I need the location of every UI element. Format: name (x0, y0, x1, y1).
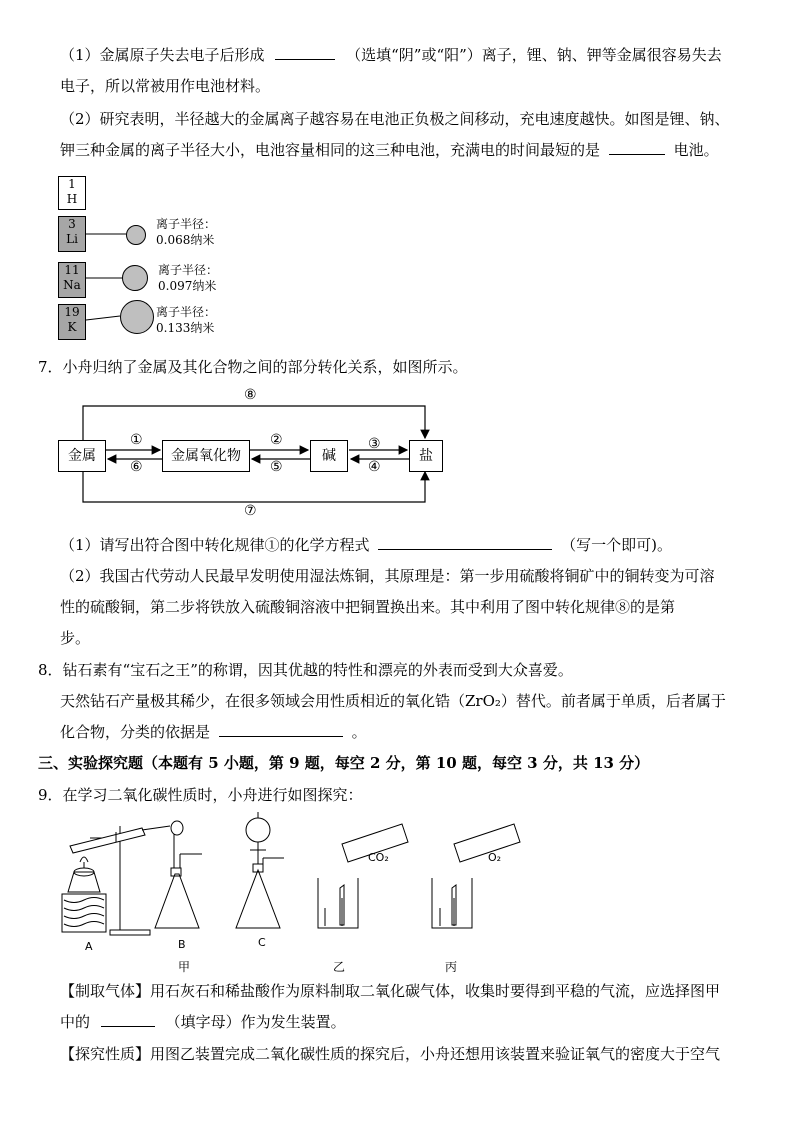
q8-line3 (60, 721, 367, 742)
q8-line2: 天然钻石产量极其稀少，在很多领域会用性质相近的氧化锆（ZrO₂）替代。前者属于单质，后者属于 (60, 692, 726, 710)
q8-line1: 8．钻石素有“宝石之王”的称谓，因其优越的特性和漂亮的外表而受到大众喜爱。 (38, 661, 573, 679)
gas-label-co2: CO₂ (368, 851, 389, 864)
mark-1: ① (130, 432, 143, 448)
box-salt: 盐 (409, 440, 443, 472)
answer-blank[interactable] (101, 1012, 155, 1027)
k-ion-circle (120, 300, 154, 334)
q6-part1-text-a: （1）金属原子失去电子后形成 (60, 46, 265, 64)
q9-text-c: （填字母）作为发生装置。 (165, 1013, 346, 1031)
q6-part1-text-b: （选填“阴”或“阳”）离子，锂、钠、钾等金属很容易失去 (346, 46, 722, 64)
radius-value: 0.133纳米 (156, 321, 215, 335)
na-radius-label (158, 262, 218, 294)
q7-part1-text-b: （写一个即可)。 (561, 536, 672, 554)
apparatus-label-a: A (85, 940, 93, 953)
k-radius-label (156, 304, 216, 336)
atomic-number: 3 (68, 217, 76, 231)
conversion-diagram-arrows (0, 380, 794, 520)
q9-part2-line1: 【探究性质】用图乙装置完成二氧化碳性质的探究后，小舟还想用该装置来验证氧气的密度大于空气 (60, 1045, 721, 1063)
figure-label-yi: 乙 (333, 960, 346, 974)
q8-text-d: 。 (351, 723, 367, 741)
figure-label-bing: 丙 (445, 960, 458, 974)
box-metal: 金属 (58, 440, 106, 472)
gas-label-o2: O₂ (488, 851, 502, 864)
q7-stem: 7．小舟归纳了金属及其化合物之间的部分转化关系，如图所示。 (38, 358, 468, 376)
q9-part1-line2 (60, 1011, 346, 1032)
atomic-number: 1 (68, 177, 76, 191)
radius-value: 0.068纳米 (156, 233, 215, 247)
element-symbol: Na (63, 278, 81, 292)
answer-blank[interactable] (219, 722, 343, 737)
mark-5: ⑤ (270, 459, 283, 475)
q6-part1-line2: 电子，所以常被用作电池材料。 (60, 77, 271, 95)
figure-label-jia: 甲 (178, 960, 191, 974)
answer-blank[interactable] (378, 535, 552, 550)
element-connector-lines (0, 0, 794, 400)
q6-part2-line1: （2）研究表明，半径越大的金属离子越容易在电池正负极之间移动，充电速度越快。如图是锂、钠、 (60, 110, 730, 128)
q7-part1-text-a: （1）请写出符合图中转化规律①的化学方程式 (60, 536, 370, 554)
q9-text-b: 中的 (60, 1013, 91, 1031)
element-symbol: Li (66, 232, 78, 246)
atomic-number: 11 (64, 263, 80, 277)
mark-4: ④ (368, 459, 381, 475)
mark-7: ⑦ (244, 503, 257, 519)
mark-6: ⑥ (130, 459, 143, 475)
apparatus-label-c: C (258, 936, 266, 949)
li-ion-circle (126, 225, 146, 245)
radius-value: 0.097纳米 (158, 279, 217, 293)
apparatus-figure (50, 808, 530, 948)
box-base: 碱 (310, 440, 348, 472)
na-ion-circle (122, 265, 148, 291)
radius-caption: 离子半径： (156, 217, 217, 231)
q9-part1-line1: 【制取气体】用石灰石和稀盐酸作为原料制取二氧化碳气体，收集时要得到平稳的气流，应选择图甲 (60, 982, 721, 1000)
q6-part2-text-b: 钾三种金属的离子半径大小，电池容量相同的这三种电池，充满电的时间最短的是 (60, 141, 601, 159)
mark-3: ③ (368, 436, 381, 452)
q9-stem: 9．在学习二氧化碳性质时，小舟进行如图探究： (38, 786, 363, 804)
atomic-number: 19 (64, 305, 80, 319)
mark-8: ⑧ (244, 387, 257, 403)
q7-part2-line2: 性的硫酸铜，第二步将铁放入硫酸铜溶液中把铜置换出来。其中利用了图中转化规律⑧的是第 (60, 598, 676, 616)
box-metal-oxide: 金属氧化物 (162, 440, 250, 472)
element-symbol: H (66, 192, 78, 206)
section-heading: 三、实验探究题（本题有 5 小题，第 9 题，每空 2 分，第 10 题，每空 3 分，共 13 分） (38, 754, 650, 772)
mark-2: ② (270, 432, 283, 448)
element-symbol: K (67, 320, 77, 334)
q7-part2-line3: 步。 (60, 629, 91, 647)
q6-part2-text-c: 电池。 (673, 141, 719, 159)
radius-caption: 离子半径： (156, 305, 217, 319)
radius-caption: 离子半径： (158, 263, 219, 277)
q8-text-c: 化合物，分类的依据是 (60, 723, 211, 741)
q7-part1 (60, 534, 672, 555)
li-radius-label (156, 216, 216, 248)
q7-part2-line1: （2）我国古代劳动人民最早发明使用湿法炼铜，其原理是：第一步用硫酸将铜矿中的铜转变为可溶 (60, 567, 715, 585)
apparatus-label-b: B (178, 938, 186, 951)
